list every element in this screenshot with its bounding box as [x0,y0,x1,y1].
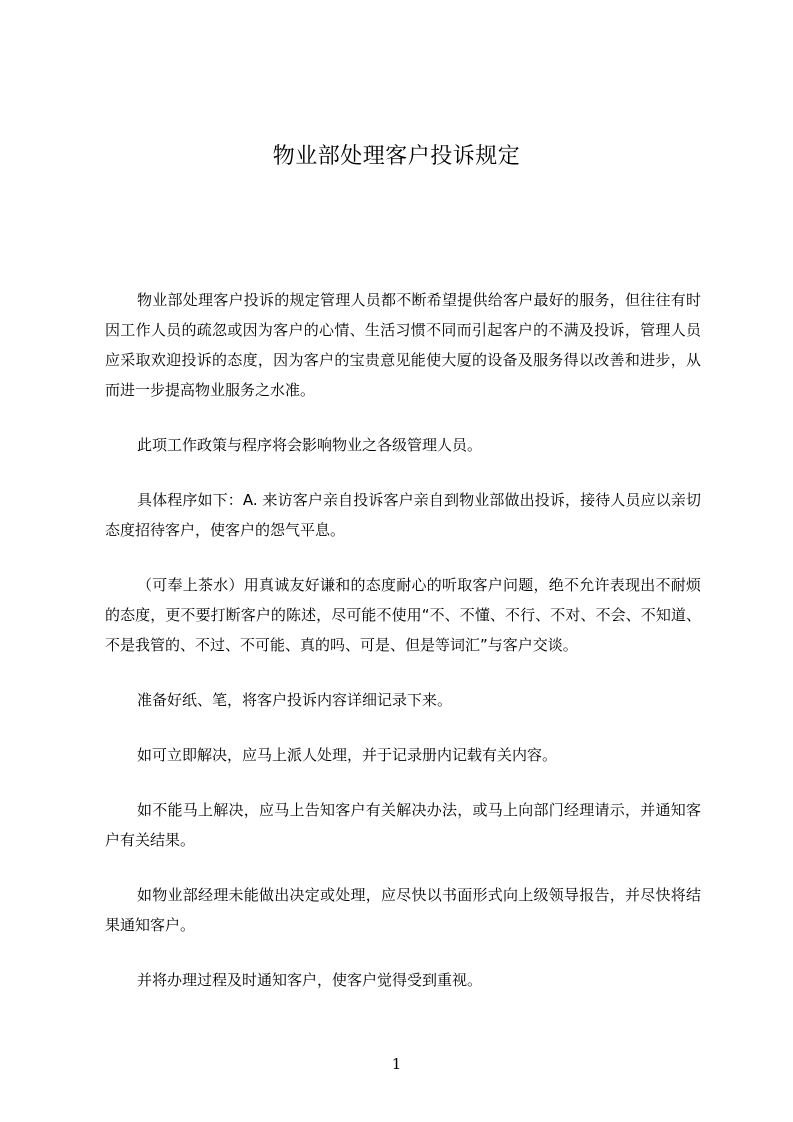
paragraph-attitude: （可奉上茶水）用真诚友好谦和的态度耐心的听取客户问题，绝不允许表现出不耐烦的态度，更不要打断客户的陈述，尽可能不使用“不、不懂、不行、不对、不会、不知道、不是我管的、不过、不可能、真的吗、可是、但是等词汇”与客户交谈。 [105,576,701,654]
paragraph-not-immediate: 如不能马上解决，应马上告知客户有关解决办法，或马上向部门经理请示，并通知客户有关结果。 [105,801,701,849]
page-number: 1 [391,1055,402,1073]
paragraph-record: 准备好纸、笔，将客户投诉内容详细记录下来。 [137,691,453,709]
paragraph-immediate: 如可立即解决，应马上派人处理，并于记录册内记载有关内容。 [137,746,558,764]
document-title: 物业部处理客户投诉规定 [272,144,521,169]
paragraph-procedure-a: 具体程序如下：A. 来访客户亲自投诉客户亲自到物业部做出投诉，接待人员应以亲切态度招待客户，使客户的怨气平息。 [105,491,701,539]
paragraph-intro: 物业部处理客户投诉的规定管理人员都不断希望提供给客户最好的服务，但往往有时因工作人员的疏忽或因为客户的心情、生活习惯不同而引起客户的不满及投诉，管理人员应采取欢迎投诉的态度，因为客户的宝贵意见能使大厦的设备及服务得以改善和进步，从而进一步提高物业服务之水准。 [105,291,701,399]
paragraph-scope: 此项工作政策与程序将会影响物业之各级管理人员。 [137,436,483,454]
paragraph-escalation: 如物业部经理未能做出决定或处理，应尽快以书面形式向上级领导报告，并尽快将结果通知客户。 [105,886,701,934]
document-body [105,285,701,1020]
paragraph-notify: 并将办理过程及时通知客户，使客户觉得受到重视。 [137,971,483,989]
